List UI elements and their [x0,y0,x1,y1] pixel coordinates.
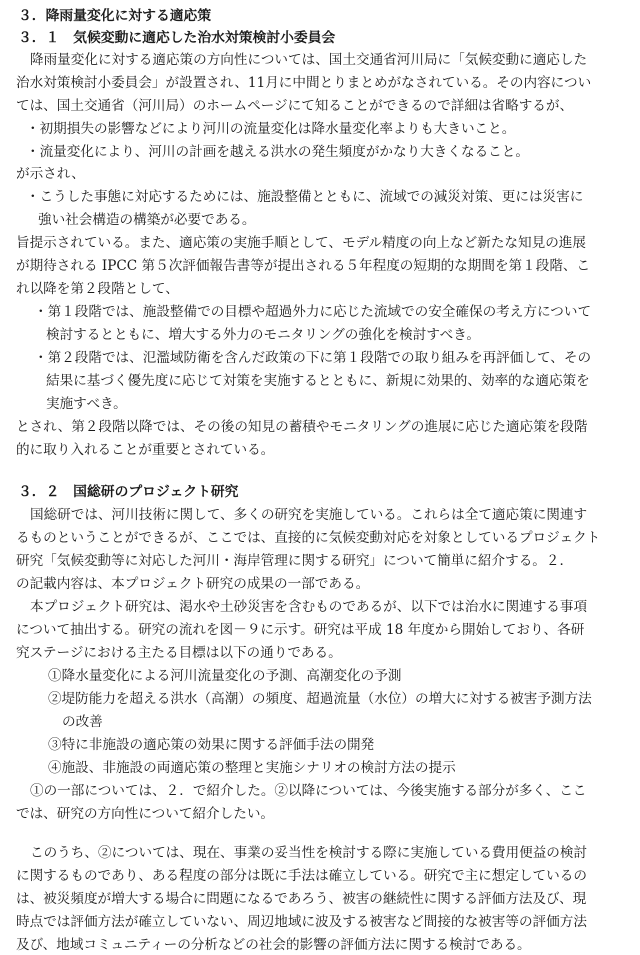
stage-bullet-continuation: 検討するとともに、増大する外力のモニタリングの強化を検討すべき。 [46,327,480,343]
paragraph-line: ては、国土交通省（河川局）のホームページにて知ることができるので詳細は省略するが、 [16,98,574,114]
paragraph-line: ①の一部については、２．で紹介した。②以降については、今後実施する部分が多く、ここ [30,783,587,799]
paragraph-line: が示され、 [16,166,85,182]
paragraph-line: は、被災頻度が増大する場合に問題になるであろう、被害の継続性に関する評価方法及び、現 [16,891,587,907]
goal-item: ①降水量変化による河川流量変化の予測、高潮変化の予測 [48,668,402,684]
bullet-item-continuation: 強い社会構造の構築が必要である。 [38,212,256,228]
paragraph-line: では、研究の方向性について紹介したい。 [16,806,275,822]
goal-item-continuation: の改善 [62,714,103,730]
paragraph-line: 旨提示されている。また、適応策の実施手順として、モデル精度の向上など新たな知見の進展 [16,235,586,251]
paragraph-line: れ以降を第２段階として、 [16,281,179,297]
paragraph-line: 治水対策検討小委員会」が設置され、11月に中間とりまとめがなされている。その内容につい [16,75,592,91]
paragraph-line: このうち、②については、現在、事業の妥当性を検討する際に実施している費用便益の検討 [30,845,588,861]
paragraph-line: るものということができるが、ここでは、直接的に気候変動対応を対象としているプロジェクト [16,530,601,546]
section-heading: ３．降雨量変化に対する適応策 [18,8,212,24]
bullet-item: ・初期損失の影響などにより河川の流量変化は降水量変化率よりも大きいこと。 [26,121,516,137]
goal-item: ③特に非施設の適応策の効果に関する評価手法の開発 [48,737,375,753]
paragraph-line: 研究「気候変動等に対応した河川・海岸管理に関する研究」について簡単に紹介する。２． [16,553,574,569]
paragraph-line: 本プロジェクト研究は、渇水や土砂災害を含むものであるが、以下では治水に関連する事項 [30,599,588,615]
paragraph-line: 時点では評価方法が確立していない、周辺地域に波及する被害など間接的な被害等の評価方法 [16,914,587,930]
paragraph-line: に関するものであり、ある程度の部分は既に手法は確立している。研究で主に想定しているの [16,868,587,884]
paragraph-line: 及び、地域コミュニティーの分析などの社会的影響の評価方法に関する検討である。 [16,937,531,953]
paragraph-line: 究ステージにおける主たる目標は以下の通りである。 [16,645,342,661]
paragraph-line: 降雨量変化に対する適応策の方向性については、国土交通省河川局に「気候変動に適応した [30,52,588,68]
bullet-item: ・こうした事態に対応するためには、施設整備とともに、流域での減災対策、更には災害に [26,189,584,205]
subsection-3-1-heading: ３．１ 気候変動に適応した治水対策検討小委員会 [18,30,336,46]
bullet-item: ・流量変化により、河川の計画を越える洪水の発生頻度がかなり大きくなること。 [26,144,529,160]
paragraph-line: 国総研では、河川技術に関して、多くの研究を実施している。これらは全て適応策に関連す [30,507,588,523]
goal-item: ④施設、非施設の両適応策の整理と実施シナリオの検討方法の提示 [48,760,456,776]
subsection-3-2-heading: ３．２ 国総研のプロジェクト研究 [18,484,239,500]
paragraph-line: について抽出する。研究の流れを図－９に示す。研究は平成 18 年度から開始しており、各研 [16,622,585,638]
stage-bullet: ・第１段階では、施設整備での目標や超過外力に応じた流域での安全確保の考え方について [34,304,592,320]
paragraph-line: の記載内容は、本プロジェクト研究の成果の一部である。 [16,576,370,592]
paragraph-line: 的に取り入れることが重要とされている。 [16,442,275,458]
paragraph-line: とされ、第２段階以降では、その後の知見の蓄積やモニタリングの進展に応じた適応策を段階 [16,419,588,435]
paragraph-line: が期待される IPCC 第５次評価報告書等が提出される５年程度の短期的な期間を第１段階、こ [16,258,591,274]
goal-item: ②堤防能力を超える洪水（高潮）の頻度、超過流量（水位）の増大に対する被害予測方法 [48,691,592,707]
stage-bullet-continuation: 実施すべき。 [46,396,127,412]
stage-bullet: ・第２段階では、氾濫域防衛を含んだ政策の下に第１段階での取り組みを再評価して、その [34,350,592,366]
stage-bullet-continuation: 結果に基づく優先度に応じて対策を実施するとともに、新規に効果的、効率的な適応策を [46,373,590,389]
